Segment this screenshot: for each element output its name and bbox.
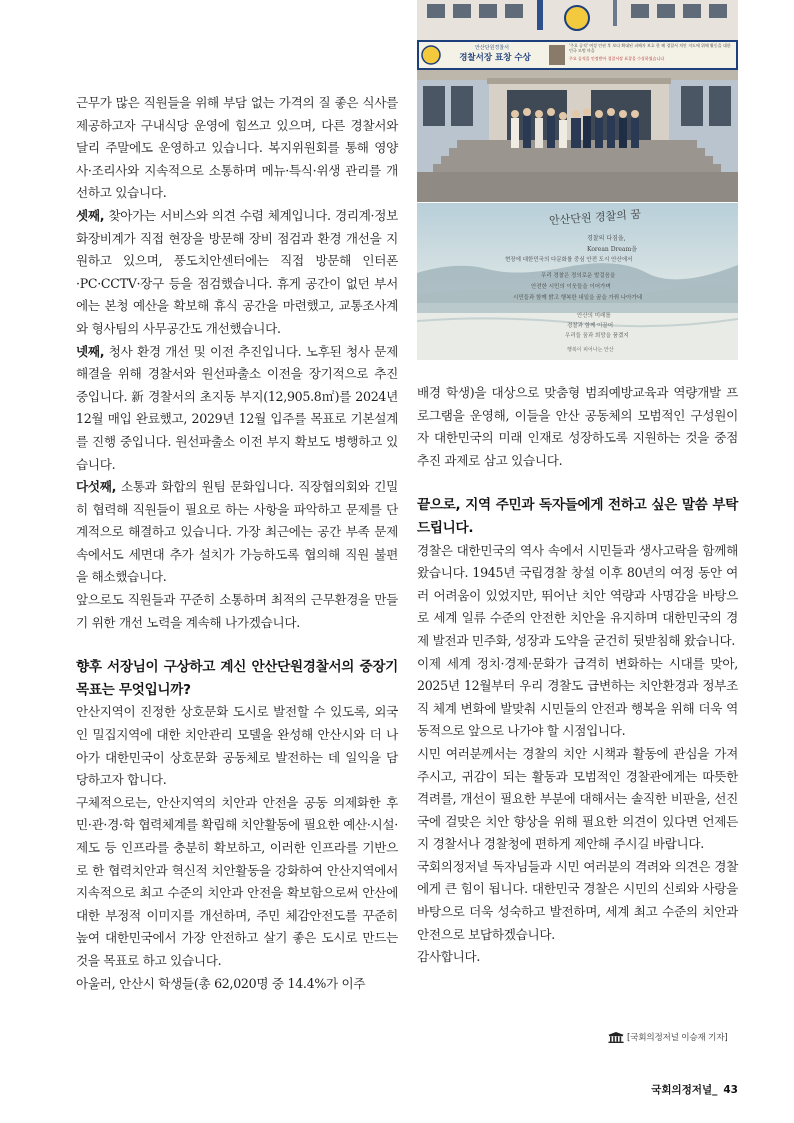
award-photo bbox=[417, 0, 738, 202]
paragraph-students-continued: 배경 학생)을 대상으로 맞춤형 범죄예방교육과 역량개발 프로그램을 운영해, 이들을 안산 공동체의 모범적인 구성원이자 대한민국의 미래 인재로 성장하도록 지원하는 것을 중점 추진 과제로 삼고 있습니다. bbox=[417, 385, 738, 468]
mural-line-7: 안산의 미래를 bbox=[577, 313, 611, 319]
paragraph-specific: 구체적으로는, 안산지역의 치안과 안전을 공동 의제화한 후 민·관·경·학 협력체계를 확립해 치안활동에 필요한 예산·시설·제도 등 인프라를 충분히 확보하고, 이러한 인프라를 기반으로 한 협력치안과 혁신적 치안활동을 강화하여 안산지역에서 지속적으로 최고 수준의 치안과 안전을 확보함으로써 안산에 대한 부정적 이미지를 개선하며, 주민 체감안전도를 꾸준히 높여 대한민국에서 가장 안전하고 살기 좋은 도시로 만드는 것을 목표로 하고 있습니다. bbox=[76, 794, 398, 968]
banner-quote: '주요 공적' 여성 인권 후 보다 확대된 피해자 보호 한 해 경찰서 치안 지도에 위해 활동을 대한민국 모범 마을 bbox=[569, 43, 731, 53]
banner-title: 경찰서장 표창 수상 bbox=[459, 53, 531, 63]
lead-fourth: 넷째, bbox=[76, 343, 105, 359]
building-columns-icon bbox=[608, 1032, 624, 1043]
paragraph-cafeteria: 근무가 많은 직원들을 위해 부담 없는 가격의 질 좋은 식사를 제공하고자 구내식당 운영에 힘쓰고 있으며, 다른 경찰서와 달리 주말에도 운영하고 있습니다. 복지위원회를 통해 영양사·조리사와 지속적으로 소통하며 메뉴·특식·위생 관리를 개선하고 있습니다. bbox=[76, 95, 398, 201]
banner-org: 안산단원경찰서 bbox=[475, 45, 509, 51]
left-column bbox=[76, 92, 398, 995]
question-message: 끝으로, 지역 주민과 독자들에게 전하고 싶은 말씀 부탁드립니다. bbox=[417, 497, 738, 536]
mural-line-3: 현장에 대한민국의 다문화를 중심 안전 도시 안산에서 bbox=[505, 257, 633, 263]
page-footer: 국회의정저널_ 43 bbox=[651, 1084, 738, 1096]
question-long-term-goal: 향후 서장님이 구상하고 계신 안산단원경찰서의 중장기 목표는 무엇입니까? bbox=[76, 659, 398, 698]
publication-name: 국회의정저널 bbox=[651, 1084, 713, 1096]
mural-line-5: 안전한 시민의 이웃들을 이어가며 bbox=[531, 284, 611, 290]
credit-text: [국회의정저널 이승재 기자] bbox=[627, 1033, 728, 1043]
paragraph-change: 이제 세계 정치·경제·문화가 급격히 변화하는 시대를 맞아, 2025년 12월부터 우리 경찰도 급변하는 치안환경과 정부조직 체계 변화에 발맞춰 시민들의 안전과 행복을 위해 더욱 역동적으로 앞으로 나가야 할 시점입니다. bbox=[417, 655, 738, 739]
paragraph-fourth-text: 청사 환경 개선 및 이전 추진입니다. 노후된 청사 문제 해결을 위해 경찰서와 원선파출소 이전을 장기적으로 추진 중입니다. 新 경찰서의 초지동 부지(12,905.8㎡)를 2024년 12월 매입 완료했고, 2029년 12월 입주를 목표로 기본설계를 진행 중입니다. 원선파출소 이전 부지 확보도 병행하고 있습니다. bbox=[76, 343, 398, 472]
mural-line-1: 경찰의 다짐을, bbox=[587, 235, 626, 242]
mural-title: 안산단원 경찰의 꿈 bbox=[548, 207, 642, 228]
mural-photo bbox=[417, 203, 738, 360]
mural-line-10: 행복이 피어나는 안산 bbox=[567, 347, 614, 353]
mural-line-8: 경찰과 함께 이끌어 bbox=[567, 323, 614, 329]
mural-line-9: 우리들 꿈과 희망을 품겠지 bbox=[565, 333, 629, 339]
mural-line-2: Korean Dream을 bbox=[587, 246, 637, 253]
paragraph-closing: 앞으로도 직원들과 꾸준히 소통하며 최적의 근무환경을 만들기 위한 개선 노력을 계속해 나가겠습니다. bbox=[76, 592, 398, 630]
page-number: 43 bbox=[723, 1084, 738, 1096]
lead-third: 셋째, bbox=[76, 207, 105, 223]
paragraph-request: 시민 여러분께서는 경찰의 치안 시책과 활동에 관심을 가져 주시고, 귀감이 되는 활동과 모범적인 경찰관에게는 따뜻한 격려를, 개선이 필요한 부분에 대해서는 솔직한 비판을, 선진국에 걸맞은 치안 향상을 위해 필요한 의견이 있다면 언제든지 경찰서나 경찰청에 편하게 제안해 주시길 바랍니다. bbox=[417, 745, 738, 852]
paragraph-history: 경찰은 대한민국의 역사 속에서 시민들과 생사고락을 함께해 왔습니다. 1945년 국립경찰 창설 이후 80년의 여정 동안 여러 어려움이 있었지만, 뛰어난 치안 역량과 사명감을 바탕으로 세계 일류 수준의 안전한 치안을 유지하며 대한민국의 경제 발전과 민주화, 성장과 도약을 굳건히 뒷받침해 왔습니다. bbox=[417, 542, 738, 648]
station-building-illustration bbox=[417, 0, 738, 202]
paragraph-fourth bbox=[76, 341, 398, 477]
mural-line-6: 시민들과 함께 밝고 행복한 내일을 꿈을 가꿔 나아가네 bbox=[513, 295, 643, 301]
paragraph-thank-you: 감사합니다. bbox=[417, 949, 481, 965]
right-column bbox=[417, 382, 738, 969]
paragraph-goal: 안산지역이 진정한 상호문화 도시로 발전할 수 있도록, 외국인 밀집지역에 대한 치안관리 모델을 완성해 안산시와 더 나아가 대한민국이 상호문화 공동체로 발전하는 데 일익을 담당하고자 합니다. bbox=[76, 704, 398, 788]
paragraph-third-text: 찾아가는 서비스와 의견 수렴 체계입니다. 경리계·정보화장비계가 직접 현장을 방문해 장비 점검과 환경 개선을 지원하고 있으며, 풍도치안센터에는 직접 방문해 인터폰·PC·CCTV·장구 등을 점검했습니다. 휴게 공간이 없던 부서에는 본청 예산을 확보해 휴식 공간을 마련했고, 교통조사계와 형사팀의 사무공간도 개선했습니다. bbox=[76, 207, 398, 336]
lead-fifth: 다섯째, bbox=[76, 479, 117, 495]
paragraph-fifth-text: 소통과 화합의 원팀 문화입니다. 직장협의회와 긴밀히 협력해 직원들이 필요로 하는 사항을 파악하고 문제를 단계적으로 해결하고 있습니다. 가장 최근에는 공간 부족 문제 속에서도 세면대 추가 설치가 가능하도록 협의해 직원 불편을 해소했습니다. bbox=[76, 479, 398, 585]
reporter-credit bbox=[608, 1029, 728, 1045]
mural-line-4: 우리 경찰은 정의로운 발걸음을 bbox=[541, 273, 616, 279]
paragraph-third bbox=[76, 205, 398, 341]
paragraph-fifth bbox=[76, 476, 398, 589]
banner-sub: 주요 공적을 인정받아 경찰서장 표창을 수상하였습니다 bbox=[569, 56, 665, 61]
paragraph-students: 아울러, 안산시 학생들(총 62,020명 중 14.4%가 이주 bbox=[76, 975, 366, 991]
paragraph-thanks-readers: 국회의정저널 독자님들과 시민 여러분의 격려와 의견은 경찰에게 큰 힘이 됩니다. 대한민국 경찰은 시민의 신뢰와 사랑을 바탕으로 더욱 성숙하고 발전하며, 세계 최고 수준의 치안과 안전으로 보답하겠습니다. bbox=[417, 858, 738, 942]
